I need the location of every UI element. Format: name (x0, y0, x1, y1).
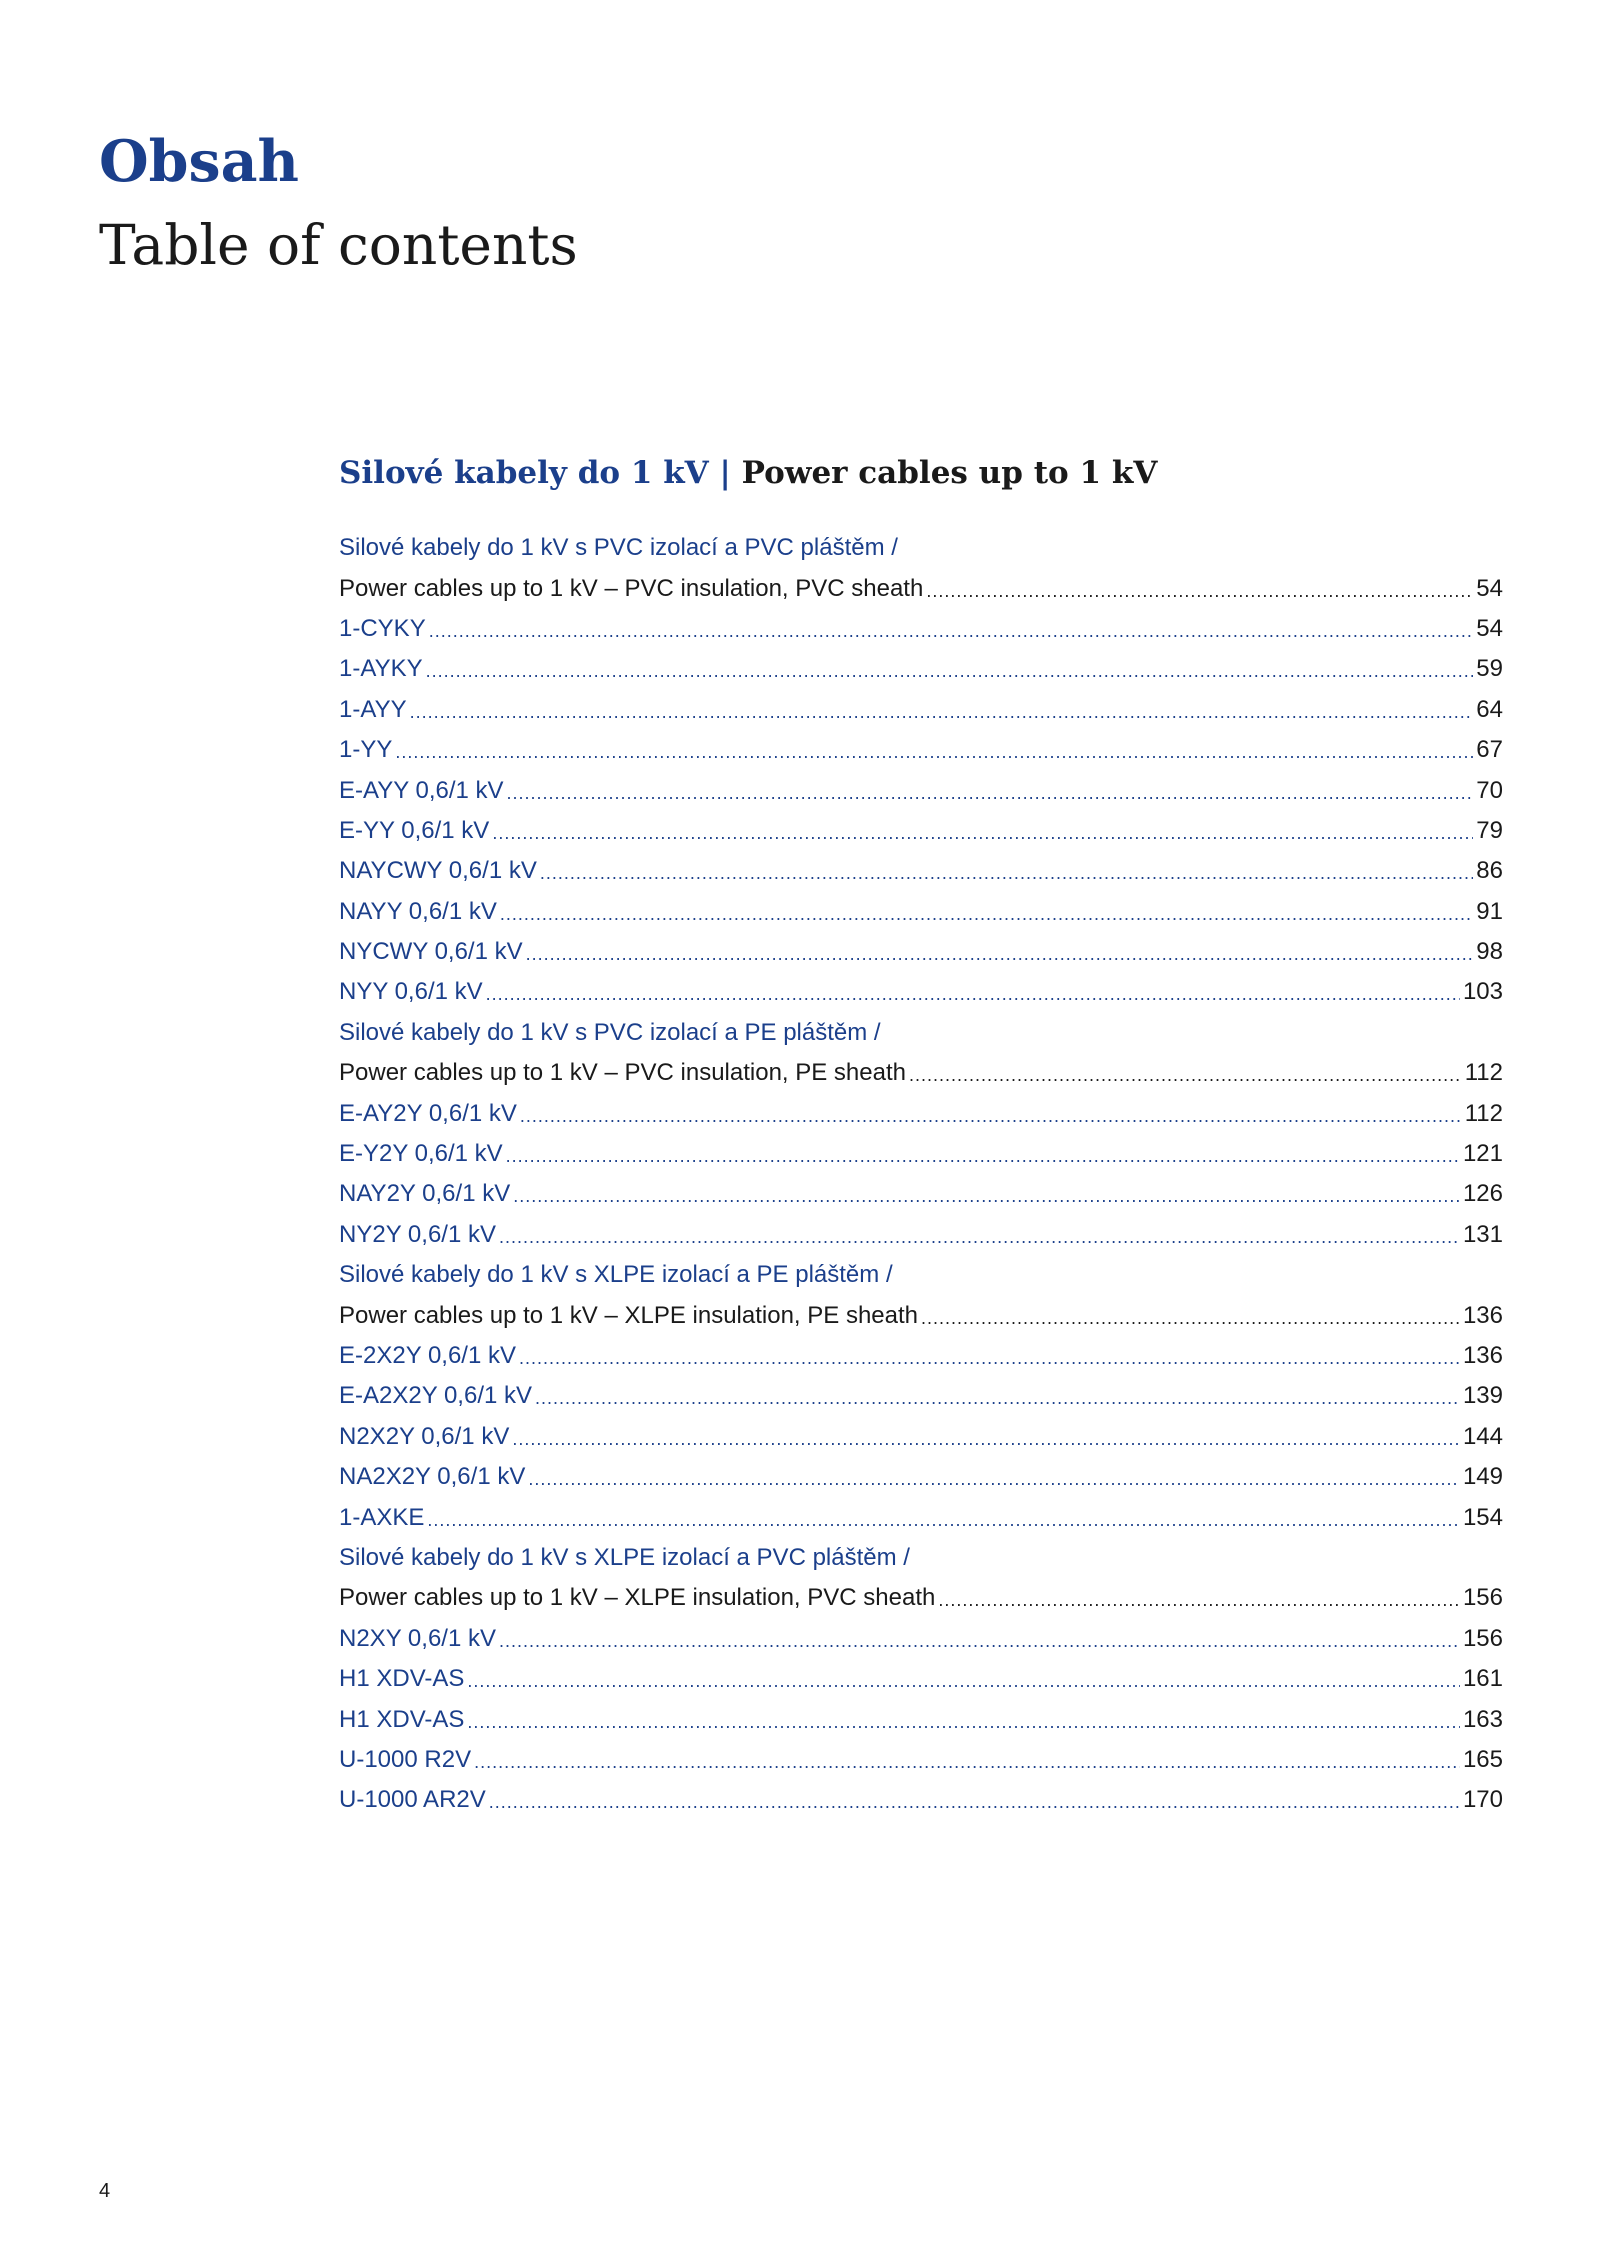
toc-entry-page: 139 (1462, 1382, 1503, 1410)
toc-entry-label: Power cables up to 1 kV – PVC insulation, PVC sheath (339, 574, 924, 602)
toc-entry-label: NAYCWY 0,6/1 kV (339, 857, 537, 885)
toc-group-entry[interactable] (339, 1053, 1503, 1093)
section-title-czech: Silové kabely do 1 kV (339, 455, 709, 491)
toc-entry-label: Power cables up to 1 kV – PVC insulation, PE sheath (339, 1059, 906, 1087)
toc-entry-label: 1-YY (339, 736, 393, 764)
dot-leader (500, 892, 1473, 932)
toc-entry-label: NYY 0,6/1 kV (339, 978, 483, 1006)
toc-list (339, 528, 1503, 1821)
toc-entry-page: 54 (1476, 574, 1503, 602)
toc-entry[interactable] (339, 1417, 1503, 1457)
toc-entry-page: 98 (1476, 938, 1503, 966)
toc-entry-label: NY2Y 0,6/1 kV (339, 1220, 496, 1248)
toc-entry[interactable] (339, 1134, 1503, 1174)
section-heading (339, 445, 1503, 501)
page-number: 4 (99, 2180, 111, 2202)
toc-entry-label: NA2X2Y 0,6/1 kV (339, 1463, 526, 1491)
toc-entry-page: 79 (1476, 816, 1503, 844)
dot-leader (938, 1578, 1460, 1618)
toc-entry-page: 112 (1464, 1059, 1503, 1087)
toc-entry[interactable] (339, 851, 1503, 891)
toc-entry-page: 136 (1462, 1342, 1503, 1369)
toc-entry[interactable] (339, 892, 1503, 932)
toc-entry-label: E-A2X2Y 0,6/1 kV (339, 1382, 533, 1410)
toc-group-entry[interactable] (339, 1578, 1503, 1618)
toc-entry-page: 131 (1462, 1220, 1503, 1248)
dot-leader (519, 1336, 1460, 1376)
toc-entry[interactable] (339, 649, 1503, 689)
dot-leader (486, 972, 1460, 1012)
toc-entry-page: 165 (1462, 1745, 1503, 1773)
toc-entry-page: 161 (1462, 1665, 1503, 1693)
toc-entry[interactable] (339, 811, 1503, 851)
toc-entry-label: 1-AYKY (339, 655, 423, 683)
toc-entry-label: E-Y2Y 0,6/1 kV (339, 1140, 503, 1168)
dot-leader (427, 1498, 1460, 1538)
dot-leader (540, 851, 1473, 891)
toc-entry[interactable] (339, 1457, 1503, 1497)
toc-entry-label: U-1000 R2V (339, 1745, 472, 1773)
dot-leader (410, 690, 1474, 730)
toc-entry[interactable] (339, 690, 1503, 730)
dot-leader (926, 569, 1473, 609)
toc-entry-label: E-2X2Y 0,6/1 kV (339, 1342, 516, 1369)
toc-entry-page: 170 (1462, 1786, 1503, 1814)
dot-leader (513, 1174, 1460, 1214)
toc-group-title[interactable]: Silové kabely do 1 kV s PVC izolací a PVC pláštěm / (339, 534, 898, 561)
toc-entry-label: E-YY 0,6/1 kV (339, 816, 490, 844)
toc-entry-page: 112 (1464, 1099, 1503, 1127)
page-title-english: Table of contents (99, 213, 578, 277)
toc-entry-page: 156 (1462, 1584, 1503, 1612)
dot-leader (507, 771, 1474, 811)
toc-group-title[interactable]: Silové kabely do 1 kV s XLPE izolací a PE pláštěm / (339, 1261, 893, 1289)
toc-entry[interactable] (339, 1659, 1503, 1699)
toc-entry-label: 1-AYY (339, 695, 407, 723)
toc-entry[interactable] (339, 730, 1503, 770)
toc-entry-page: 91 (1476, 897, 1503, 925)
toc-group-title[interactable]: Silové kabely do 1 kV s PVC izolací a PE pláštěm / (339, 1018, 881, 1046)
dot-leader (520, 1094, 1462, 1134)
toc-entry[interactable] (339, 609, 1503, 649)
dot-leader (535, 1376, 1460, 1416)
toc-entry[interactable] (339, 1215, 1503, 1255)
toc-entry-page: 144 (1462, 1422, 1503, 1450)
toc-entry-label: N2X2Y 0,6/1 kV (339, 1422, 510, 1450)
toc-section (339, 445, 1503, 1821)
toc-entry-label: Power cables up to 1 kV – XLPE insulation, PE sheath (339, 1301, 919, 1329)
toc-entry-page: 149 (1462, 1463, 1503, 1491)
dot-leader (395, 730, 1473, 770)
toc-entry-label: U-1000 AR2V (339, 1786, 486, 1814)
toc-entry-page: 154 (1462, 1503, 1503, 1531)
toc-entry-page: 156 (1462, 1624, 1503, 1652)
toc-entry-page: 70 (1476, 776, 1503, 804)
toc-entry-page: 54 (1476, 614, 1503, 642)
toc-entry-page: 86 (1476, 857, 1503, 885)
dot-leader (467, 1659, 1460, 1699)
toc-group-title[interactable]: Silové kabely do 1 kV s XLPE izolací a PVC pláštěm / (339, 1543, 910, 1571)
dot-leader (526, 932, 1474, 972)
toc-entry-label: NYCWY 0,6/1 kV (339, 938, 523, 966)
toc-entry[interactable] (339, 1336, 1503, 1376)
toc-entry-page: 59 (1476, 655, 1503, 683)
toc-group-entry[interactable] (339, 1295, 1503, 1335)
toc-entry-page: 64 (1476, 695, 1503, 723)
toc-entry-label: 1-CYKY (339, 614, 426, 642)
toc-entry[interactable] (339, 1174, 1503, 1214)
toc-entry-label: E-AYY 0,6/1 kV (339, 776, 504, 804)
dot-leader (909, 1053, 1462, 1093)
dot-leader (506, 1134, 1460, 1174)
toc-entry-page: 103 (1462, 978, 1503, 1006)
dot-leader (512, 1417, 1460, 1457)
toc-entry-label: Power cables up to 1 kV – XLPE insulation, PVC sheath (339, 1584, 936, 1612)
toc-entry-label: N2XY 0,6/1 kV (339, 1624, 496, 1652)
toc-entry-page: 121 (1462, 1140, 1503, 1168)
dot-leader (921, 1296, 1460, 1336)
toc-entry[interactable] (339, 1780, 1503, 1820)
dot-leader (528, 1457, 1460, 1497)
section-title-separator: | (719, 455, 731, 491)
dot-leader (474, 1740, 1460, 1780)
toc-entry-page: 163 (1462, 1705, 1503, 1733)
dot-leader (499, 1619, 1460, 1659)
toc-entry-page: 126 (1462, 1180, 1503, 1208)
dot-leader (429, 609, 1474, 649)
dot-leader (492, 811, 1473, 851)
toc-entry-label: NAYY 0,6/1 kV (339, 897, 497, 925)
toc-entry[interactable] (339, 1740, 1503, 1780)
toc-entry[interactable] (339, 1619, 1503, 1659)
toc-entry[interactable] (339, 1699, 1503, 1739)
toc-entry[interactable] (339, 932, 1503, 972)
dot-leader (467, 1700, 1460, 1740)
toc-entry[interactable] (339, 972, 1503, 1012)
toc-entry-label: NAY2Y 0,6/1 kV (339, 1180, 511, 1208)
toc-entry[interactable] (339, 1093, 1503, 1133)
toc-entry-page: 67 (1476, 736, 1503, 764)
dot-leader (426, 649, 1474, 689)
toc-entry-page: 136 (1462, 1301, 1503, 1329)
toc-entry-label: H1 XDV-AS (339, 1705, 465, 1733)
toc-group-entry[interactable] (339, 568, 1503, 608)
toc-entry[interactable] (339, 1497, 1503, 1537)
toc-entry-label: E-AY2Y 0,6/1 kV (339, 1099, 517, 1127)
toc-entry[interactable] (339, 770, 1503, 810)
dot-leader (489, 1780, 1460, 1820)
toc-entry[interactable] (339, 1376, 1503, 1416)
dot-leader (499, 1215, 1460, 1255)
toc-entry-label: 1-AXKE (339, 1503, 425, 1531)
toc-entry-label: H1 XDV-AS (339, 1665, 465, 1693)
section-title-english: Power cables up to 1 kV (741, 455, 1158, 491)
page-title-czech: Obsah (99, 128, 299, 195)
